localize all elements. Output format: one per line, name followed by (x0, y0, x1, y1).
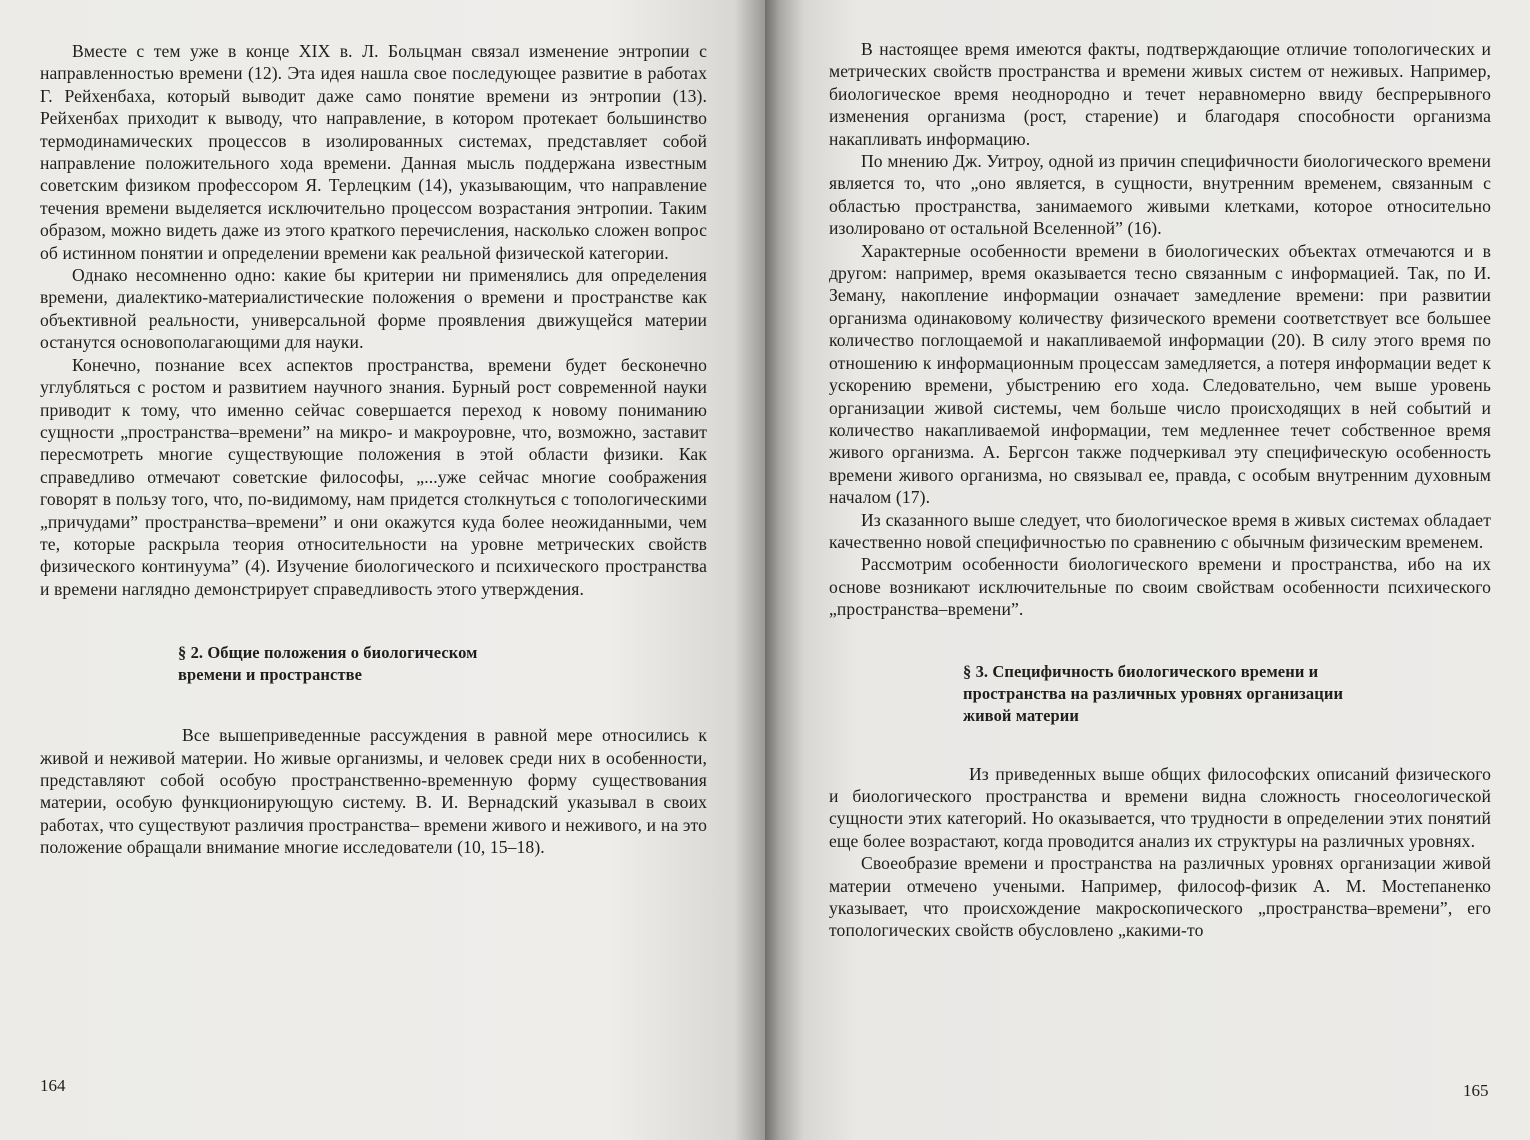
paragraph: Конечно, познание всех аспектов пространства, времени будет бесконечно углубляться с ростом и развитием научного знания. Бурный рост современной науки приводит к тому, что именно сейчас совершается переход к новому пониманию сущности „пространства–времени” на микро- и макроуровне, что, возможно, заставит пересмотреть многие существующие положения в этой области физики. Как справедливо отмечают советские философы, „...уже сейчас многие соображения говорят в пользу того, что, по-видимому, нам придется столкнуться с топологическими „причудами” пространства–времени” и они окажутся куда более неожиданными, чем те, которые раскрыла теория относительности на уровне метрических свойств физического континуума” (4). Изучение биологического и психического пространства и времени наглядно демонстрирует справедливость этого утверждения. (40, 354, 707, 599)
paragraph: В настоящее время имеются факты, подтверждающие отличие топологических и метрических свойств пространства и времени живых систем от неживых. Например, биологическое время неоднородно и течет неравномерно ввиду беспрерывного изменения организма (рост, старение) и благодаря способности организма накапливать информацию. (829, 39, 1491, 149)
section-heading (829, 661, 1491, 727)
section-heading-line: живой материи (963, 705, 1080, 725)
section-heading-line: времени и пространстве (178, 665, 363, 685)
paragraph: Характерные особенности времени в биологических объектах отмечаются и в другом: например, время оказывается тесно связанным с информацией. Так, по И. Земану, накопление информации означает замедление времени: при развитии организма одинаковому количеству физического времени соответствует все большее количество поглощаемой и накапливаемой информации (20). В силу этого время по отношению к информационным процессам замедляется, а потеря информации ведет к ускорению времени, убыстрению его хода. Следовательно, чем выше уровень организации живой системы, чем больше число происходящих в ней событий и количество накапливаемой информации, тем медленнее течет собственное время живого организма. А. Бергсон также подчеркивал эту специфическую особенность времени живого организма, но связывал ее, правда, с особым внутренним духовным началом (17). (829, 240, 1491, 508)
paragraph: Из приведенных выше общих философских описаний физического и биологического пространства и времени видна сложность гносеологической сущности этих категорий. Но оказывается, что трудности в определении этих понятий еще более возрастают, когда проводится анализ их структуры на различных уровнях. (829, 763, 1491, 851)
right-page-text (829, 38, 1491, 942)
section-heading (40, 642, 707, 686)
paragraph: По мнению Дж. Уитроу, одной из причин специфичности биологического времени является то, что „оно является, в сущности, внутренним временем, связанным с областью пространства, занимаемого живыми клетками, которое относительно изолировано от остальной Вселенной” (16). (829, 151, 1491, 239)
paragraph: Все вышеприведенные рассуждения в равной мере относились к живой и неживой материи. Но живые организмы, и человек среди них в особенности, представляют собой особую пространственно-временную форму существования материи, особую функционирующую систему. В. И. Вернадский указывал в своих работах, что существуют различия пространства– времени живого и неживого, и на это положение обращали внимание многие исследователи (10, 15–18). (40, 725, 707, 858)
page-number: 164 (40, 1076, 66, 1095)
left-page-text (40, 40, 707, 859)
section-heading-line: пространства на различных уровнях организации (963, 683, 1344, 703)
paragraph: Из сказанного выше следует, что биологическое время в живых системах обладает качественно новой специфичностью по сравнению с обычным физическим временем. (829, 509, 1491, 552)
section-heading-line: § 3. Специфичность биологического времени и (963, 661, 1319, 681)
page-number: 165 (1463, 1081, 1489, 1100)
right-page (765, 0, 1530, 1140)
paragraph: Однако несомненно одно: какие бы критерии ни применялись для определения времени, диалектико-материалистические положения о времени и пространстве как объективной реальности, универсальной форме проявления движущейся материи останутся основополагающими для науки. (40, 265, 707, 353)
paragraph: Своеобразие времени и пространства на различных уровнях организации живой материи отмечено учеными. Например, философ-физик А. М. Мостепаненко указывает, что происхождение макроскопического „пространства–времени”, его топологических свойств обусловлено „какими-то (829, 853, 1491, 941)
paragraph: Рассмотрим особенности биологического времени и пространства, ибо на их основе возникают исключительные по своим свойствам особенности психического „пространства–времени”. (829, 554, 1491, 620)
section-heading-line: § 2. Общие положения о биологическом (178, 643, 478, 663)
paragraph: Вместе с тем уже в конце XIX в. Л. Больцман связал изменение энтропии с направленностью времени (12). Эта идея нашла свое последующее развитие в работах Г. Рейхенбаха, который выводит даже само понятие времени из энтропии (13). Рейхенбах приходит к выводу, что направление, в котором протекает большинство термодинамических процессов в изолированных системах, представляет собой направление положительного хода времени. Данная мысль поддержана известным советским физиком профессором Я. Терлецким (14), указывающим, что направление течения времени выделяется исключительно процессом возрастания энтропии. Таким образом, можно видеть даже из этого краткого перечисления, насколько сложен вопрос об истинном понятии и определении времени как реальной физической категории. (40, 41, 707, 263)
